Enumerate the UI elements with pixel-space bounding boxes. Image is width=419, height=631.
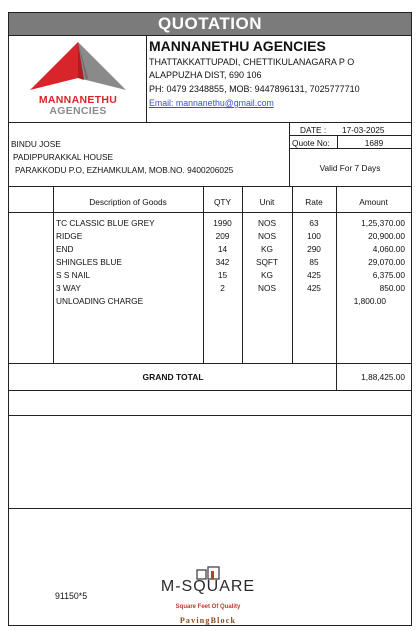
row-amount: 850.00 [379,283,405,293]
logo-text-line2: AGENCIES [49,105,107,117]
row-qty: 15 [217,270,228,280]
column-header-amount: Amount [359,197,388,207]
date-label: DATE : [300,125,327,135]
row-unit: KG [261,270,273,280]
row-amount: 1,800.00 [353,296,386,306]
grand-total-label: GRAND TOTAL [142,372,204,382]
row-rate: 425 [307,283,321,293]
quote-number-value: 1689 [364,138,384,148]
divider [9,212,411,213]
divider [9,508,411,509]
row-rate: 290 [307,244,321,254]
row-unit: NOS [258,283,276,293]
row-unit: SQFT [255,257,279,267]
company-email-link[interactable]: Email: mannanethu@gmail.com [149,98,274,108]
row-amount: 6,375.00 [372,270,405,280]
row-unit: NOS [258,218,276,228]
row-qty: 14 [217,244,228,254]
customer-address-line2: PARAKKODU P.O, EZHAMKULAM, MOB.NO. 9400206025 [15,165,234,175]
divider [289,135,411,136]
m-square-name: M-SQUARE [160,578,256,595]
company-name: MANNANETHU AGENCIES [149,38,326,54]
divider [53,186,54,363]
logo-text-line1: MANNANETHU [38,94,118,106]
customer-name: BINDU JOSE [11,139,61,149]
date-value: 17-03-2025 [342,125,385,135]
row-rate: 85 [309,257,319,267]
row-unit: KG [261,244,273,254]
row-description: UNLOADING CHARGE [56,296,144,306]
divider [9,186,411,187]
divider [289,148,411,149]
divider [9,390,411,391]
customer-address-line1: PADIPPURAKKAL HOUSE [13,152,114,162]
row-qty: 1990 [213,218,232,228]
row-rate: 63 [309,218,319,228]
grand-total-value: 1,88,425.00 [361,372,405,382]
divider [9,35,411,36]
divider [9,363,411,364]
m-square-tagline: Square Feet Of Quality [175,604,241,610]
column-header-rate: Rate [305,197,323,207]
company-address-line2: ALAPPUZHA DIST, 690 106 [149,70,262,80]
row-description: TC CLASSIC BLUE GREY [56,218,155,228]
footer-code: 91150*5 [55,591,88,601]
row-unit: NOS [258,231,276,241]
divider [9,122,411,123]
row-rate: 425 [307,270,321,280]
row-description: RIDGE [56,231,83,241]
row-description: 3 WAY [56,283,81,293]
row-description: END [56,244,74,254]
column-header-description: Description of Goods [89,197,167,207]
row-description: SHINGLES BLUE [56,257,122,267]
column-header-unit: Unit [259,197,275,207]
company-address-line1: THATTAKKATTUPADI, CHETTIKULANAGARA P O [149,57,355,67]
row-qty: 342 [215,257,230,267]
row-amount: 20,900.00 [368,231,405,241]
row-qty: 209 [215,231,230,241]
row-qty: 2 [220,283,225,293]
row-amount: 1,25,370.00 [361,218,405,228]
divider [289,122,290,186]
column-header-qty: QTY [213,197,232,207]
logo-mark-icon [26,40,130,96]
divider [146,35,147,122]
divider [9,415,411,416]
m-square-product: PavingBlock [179,616,237,625]
company-logo [26,40,130,118]
row-rate: 100 [307,231,321,241]
validity-note: Valid For 7 Days [319,163,381,173]
quote-number-label: Quote No: [292,138,330,148]
quotation-title: QUOTATION [9,13,411,35]
company-phone: PH: 0479 2348855, MOB: 9447896131, 7025777710 [149,84,360,94]
row-amount: 29,070.00 [368,257,405,267]
row-amount: 4,060.00 [372,244,405,254]
m-square-logo [145,566,271,626]
row-description: S S NAIL [56,270,91,280]
